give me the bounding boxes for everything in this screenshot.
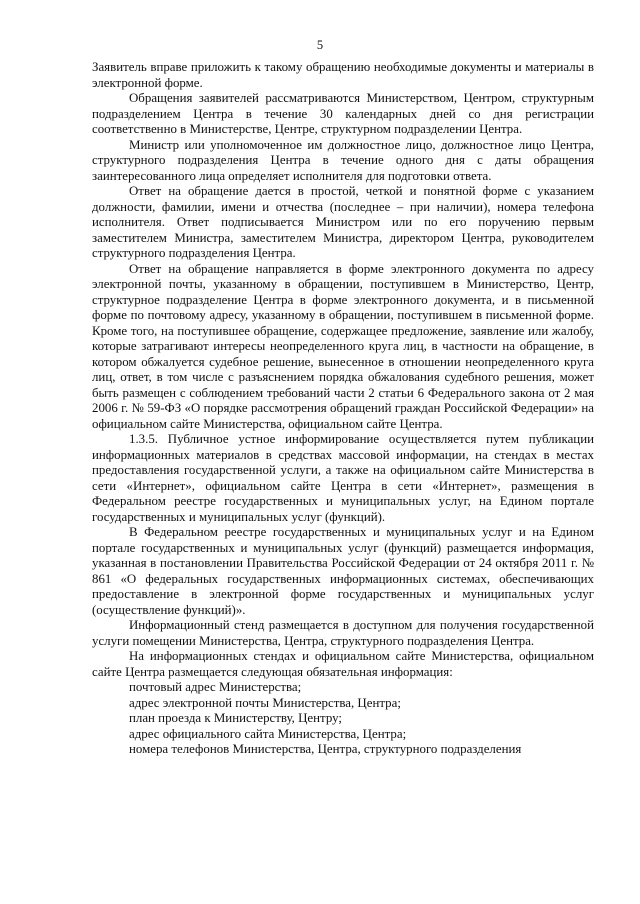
paragraph: Обращения заявителей рассматриваются Министерством, Центром, структурным подразделением Центра в течение 30 календарных дней со дня регистрации соответственно в Министерстве, Центре, структурном подразделении Центра.: [92, 91, 594, 136]
paragraph: Заявитель вправе приложить к такому обращению необходимые документы и материалы в электронной форме.: [92, 60, 594, 90]
paragraph: Информационный стенд размещается в доступном для получения государственной услуги помещении Министерства, Центра, структурного подразделения Центра.: [92, 618, 594, 648]
list-item: адрес электронной почты Министерства, Центра;: [129, 695, 401, 710]
list-item: адрес официального сайта Министерства, Центра;: [129, 726, 407, 741]
list-item: план проезда к Министерству, Центру;: [129, 711, 342, 725]
list-item: почтовый адрес Министерства;: [129, 680, 302, 694]
paragraph: Министр или уполномоченное им должностное лицо, должностное лицо Центра, структурного подразделения Центра в течение одного дня с даты обращения заинтересованного лица определяет исполнителя для подготовки ответа.: [92, 137, 594, 183]
paragraph: В Федеральном реестре государственных и муниципальных услуг и на Едином портале государственных и муниципальных услуг (функций) размещается информация, указанная в постановлении Правительства Российской Федерации от 24 октября 2011 г. № 861 «О федеральных государственных информационных системах, обеспечивающих предоставление в электронной форме государственных и муниципальных услуг (осуществление функций)».: [92, 525, 594, 617]
paragraph: На информационных стендах и официальном сайте Министерства, официальном сайте Центра размещается следующая обязательная информация:: [92, 649, 594, 679]
paragraph: Ответ на обращение направляется в форме электронного документа по адресу электронной почты, указанному в обращении, поступившем в Министерство, Центр, структурное подразделение Центра в форме электронного документа, и в письменной форме по почтовому адресу, указанному в обращении, поступившем в письменной форме. Кроме того, на поступившее обращение, содержащее предложение, заявление или жалобу, которые затрагивают интересы неопределенного круга лиц, в частности на обращение, в котором обжалуется судебное решение, вынесенное в отношении неопределенного круга лиц, ответ, в том числе с разъяснением порядка обжалования судебного решения, может быть размещен с соблюдением требований части 2 статьи 6 Федерального закона от 2 мая 2006 г. № 59-ФЗ «О порядке рассмотрения обращений граждан Российской Федерации» на официальном сайте Министерства, официальном сайте Центра.: [92, 261, 594, 431]
paragraph: 1.3.5. Публичное устное информирование осуществляется путем публикации информационных материалов в средствах массовой информации, на стендах в местах предоставления государственной услуги, а также на официальном сайте Министерства в сети «Интернет», официальном сайте Центра в сети «Интернет», размещения в Федеральном реестре государственных и муниципальных услуг, на Едином портале государственных и муниципальных услуг (функций).: [92, 432, 594, 524]
document-body: [92, 60, 594, 758]
paragraph: Ответ на обращение дается в простой, четкой и понятной форме с указанием должности, фамилии, имени и отчества (последнее – при наличии), номера телефона исполнителя. Ответ подписывается Министром или по его поручению первым заместителем Министра, заместителем Министра, директором Центра, руководителем структурного подразделения Центра.: [92, 184, 594, 260]
page-number: 5: [316, 38, 324, 52]
list-item: номера телефонов Министерства, Центра, структурного подразделения: [129, 742, 522, 756]
